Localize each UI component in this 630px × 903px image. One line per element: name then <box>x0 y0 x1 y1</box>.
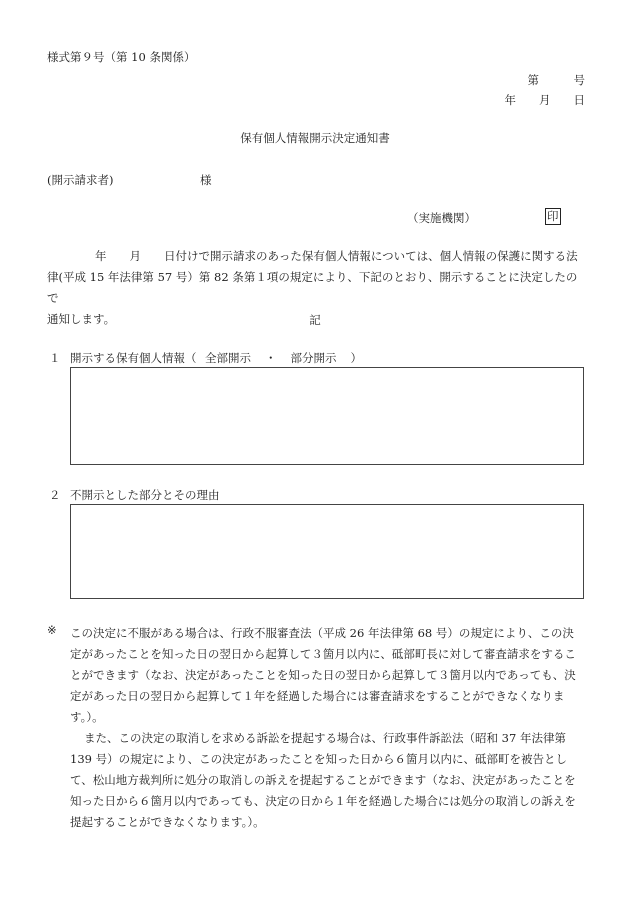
option-full-disclosure[interactable]: 全部開示 <box>205 351 251 365</box>
section-2-number: ２ <box>49 488 61 502</box>
body-line-3: 通知します。 <box>47 312 116 326</box>
seal-mark: 印 <box>547 209 559 223</box>
requester-honorific: 様 <box>200 173 212 187</box>
section-1-label: 開示する保有個人情報（ <box>70 351 197 365</box>
section-2-label: 不開示とした部分とその理由 <box>70 488 220 502</box>
section-1-number: １ <box>49 351 61 365</box>
section-1-content-box[interactable] <box>70 367 584 465</box>
document-number: 第 号 <box>527 73 585 87</box>
appeal-note <box>70 623 585 833</box>
section-2-content-box[interactable] <box>70 504 584 599</box>
note-mark: ※ <box>47 623 57 637</box>
body-line-1: 年 月 日付けで開示請求のあった保有個人情報については、個人情報の保護に関する法 <box>95 249 578 263</box>
requester-label: (開示請求者) <box>47 173 114 187</box>
option-partial-disclosure[interactable]: 部分開示 <box>290 351 337 365</box>
document-date: 年 月 日 <box>504 93 585 107</box>
disclosure-choice <box>205 350 362 366</box>
form-number: 様式第９号（第 10 条関係） <box>47 50 196 64</box>
option-close-paren: ） <box>350 351 362 365</box>
body-line-2: 律(平成 15 年法律第 57 号）第 82 条第１項の規定により、下記のとおり、開示することに決定したので <box>47 270 578 305</box>
option-separator: ・ <box>265 351 277 365</box>
document-title: 保有個人情報開示決定通知書 <box>240 131 390 145</box>
note-paragraph-1: この決定に不服がある場合は、行政不服審査法（平成 26 年法律第 68 号）の規定により、この決定があったことを知った日の翌日から起算して３箇月以内に、砥部町長に対して審査請求をすることができます（なお、決定があったことを知った日の翌日から起算して３箇月以内であっても、決定があった日の翌日から起算して１年を経過した場合には審査請求をすることができなくなります。）。 <box>70 626 576 724</box>
ki-heading: 記 <box>309 313 321 327</box>
issuing-agency-label: （実施機関） <box>407 211 476 225</box>
note-paragraph-2: また、この決定の取消しを求める訴訟を提起する場合は、行政事件訴訟法（昭和 37 年法律第 139 号）の規定により、この決定があったことを知った日から６箇月以内に、砥部町を被告として、松山地方裁判所に処分の取消しの訴えを提起することができます（なお、決定があったことを知った日から６箇月以内であっても、決定の日から１年を経過した場合には処分の取消しの訴えを提起することができなくなります。）。 <box>70 731 576 829</box>
